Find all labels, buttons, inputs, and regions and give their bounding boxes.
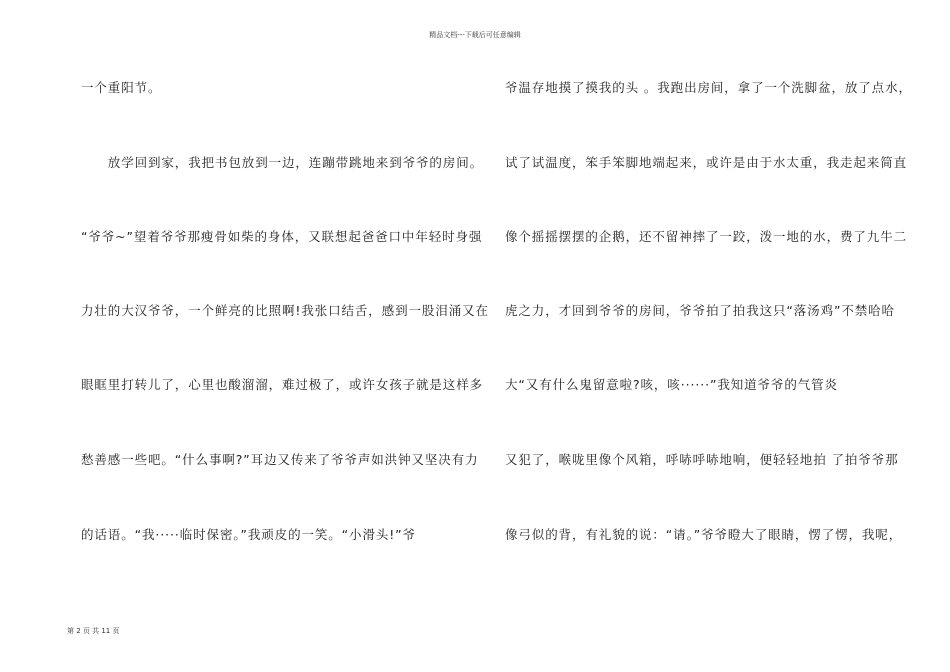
right-line-7: 像弓似的背，有礼貌的说：“请。”爷爷瞪大了眼睛，愣了愣，我呢， — [505, 527, 903, 542]
left-line-1: 一个重阳节。 — [81, 80, 162, 95]
left-line-3: “爷爷~”望着爷爷那瘦骨如柴的身体，又联想起爸爸口中年轻时身强 — [81, 229, 483, 244]
left-line-5: 眼眶里打转儿了，心里也酸溜溜，难过极了，或许女孩子就是这样多 — [81, 377, 484, 392]
right-line-5: 大“又有什么鬼留意啦?咳，咳······”我知道爷爷的气管炎 — [505, 377, 838, 392]
page-number: 第 2 页 共 11 页 — [67, 627, 120, 635]
right-line-4: 虎之力，才回到爷爷的房间，爷爷拍了拍我这只“落汤鸡”不禁哈哈 — [505, 303, 895, 318]
left-line-4: 力壮的大汉爷爷，一个鲜亮的比照啊!我张口结舌，感到一股泪涌又在 — [81, 303, 489, 318]
right-line-1: 爷温存地摸了摸我的头 。我跑出房间，拿了一个洗脚盆，放了点水， — [505, 80, 912, 95]
left-line-7: 的话语。“我·····临时保密。”我顽皮的一笑。“小滑头!”爷 — [81, 527, 416, 542]
left-line-2: 放学回到家，我把书包放到一边，连蹦带跳地来到爷爷的房间。 — [81, 155, 484, 170]
page-header: 精品文档---下载后可任意编辑 — [429, 31, 521, 39]
right-line-3: 像个摇摇摆摆的企鹅，还不留神摔了一跤，泼一地的水，费了九牛二 — [505, 229, 908, 244]
right-line-2: 试了试温度，笨手笨脚地端起来，或许是由于水太重，我走起来简直 — [505, 155, 908, 170]
left-line-6: 愁善感一些吧。“什么事啊?”耳边又传来了爷爷声如洪钟又坚决有力 — [81, 452, 479, 467]
right-line-6: 又犯了，喉咙里像个风箱，呼哧呼哧地响，便轻轻地拍 了拍爷爷那 — [505, 452, 899, 467]
